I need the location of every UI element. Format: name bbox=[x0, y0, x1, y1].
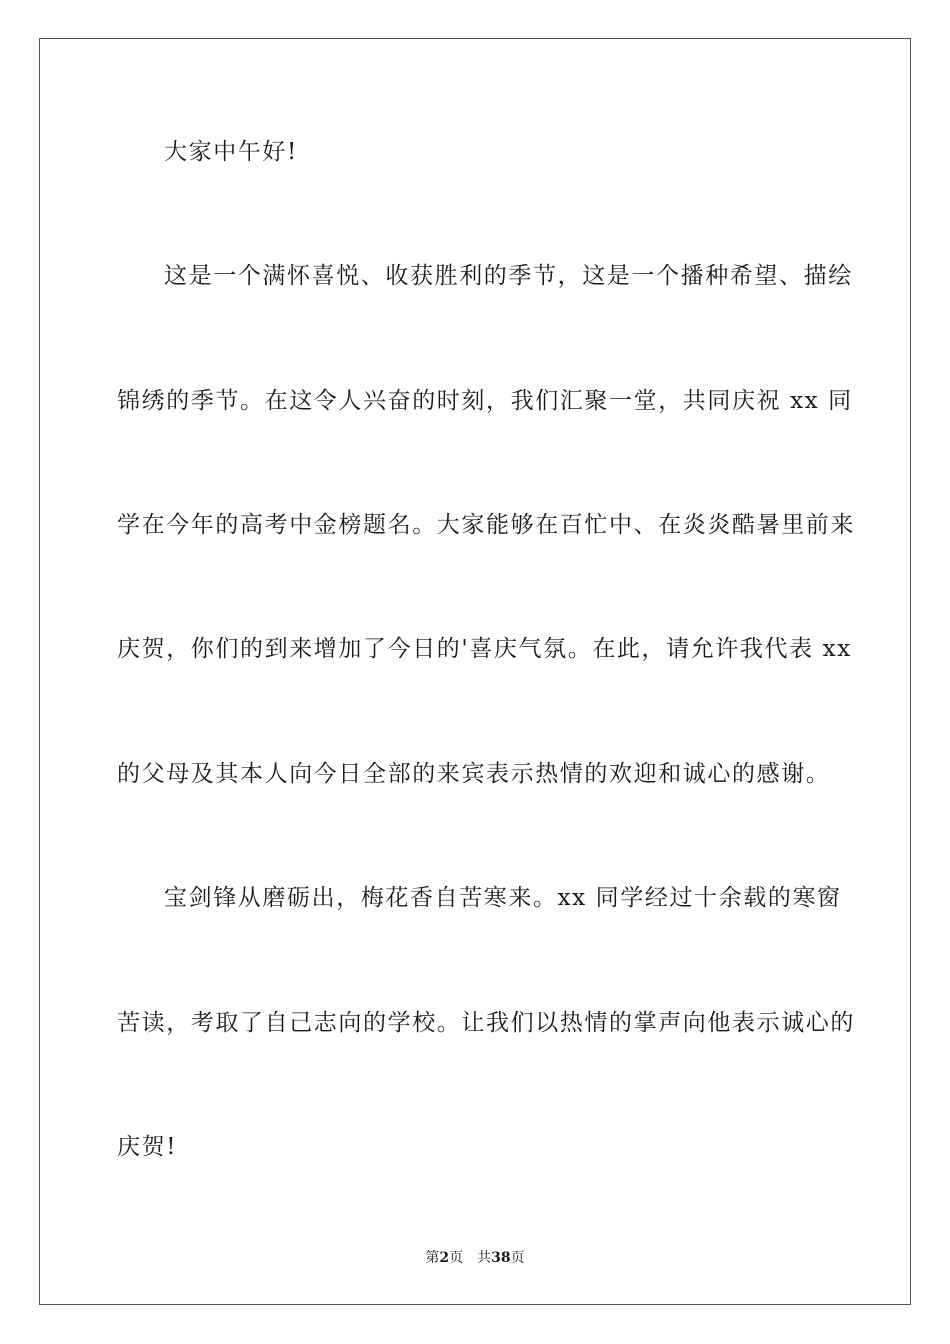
paragraph-line: 庆贺，你们的到来增加了今日的'喜庆气氛。在此，请允许我代表 xx bbox=[117, 636, 852, 662]
page-border bbox=[39, 38, 911, 1305]
paragraph-line: 庆贺! bbox=[117, 1134, 178, 1160]
paragraph-line: 锦绣的季节。在这令人兴奋的时刻，我们汇聚一堂，共同庆祝 xx 同 bbox=[117, 388, 853, 414]
paragraph-line: 宝剑锋从磨砺出，梅花香自苦寒来。xx 同学经过十余载的寒窗 bbox=[164, 885, 842, 911]
footer-page-number: 2 bbox=[439, 1250, 450, 1266]
footer-page-prefix: 第 bbox=[425, 1250, 440, 1266]
footer-total-prefix: 共 bbox=[477, 1250, 492, 1266]
page-footer bbox=[0, 1247, 950, 1267]
paragraph-line: 苦读，考取了自己志向的学校。让我们以热情的掌声向他表示诚心的 bbox=[117, 1010, 855, 1036]
paragraph-line: 的父母及其本人向今日全部的来宾表示热情的欢迎和诚心的感谢。 bbox=[117, 761, 831, 787]
paragraph-line: 这是一个满怀喜悦、收获胜利的季节，这是一个播种希望、描绘 bbox=[164, 263, 853, 289]
paragraph-line-greeting: 大家中午好! bbox=[164, 139, 298, 165]
footer-page-suffix: 页 bbox=[449, 1250, 464, 1266]
footer-total-pages: 38 bbox=[491, 1250, 511, 1266]
paragraph-line: 学在今年的高考中金榜题名。大家能够在百忙中、在炎炎酷暑里前来 bbox=[117, 512, 855, 538]
footer-total-suffix: 页 bbox=[510, 1250, 525, 1266]
